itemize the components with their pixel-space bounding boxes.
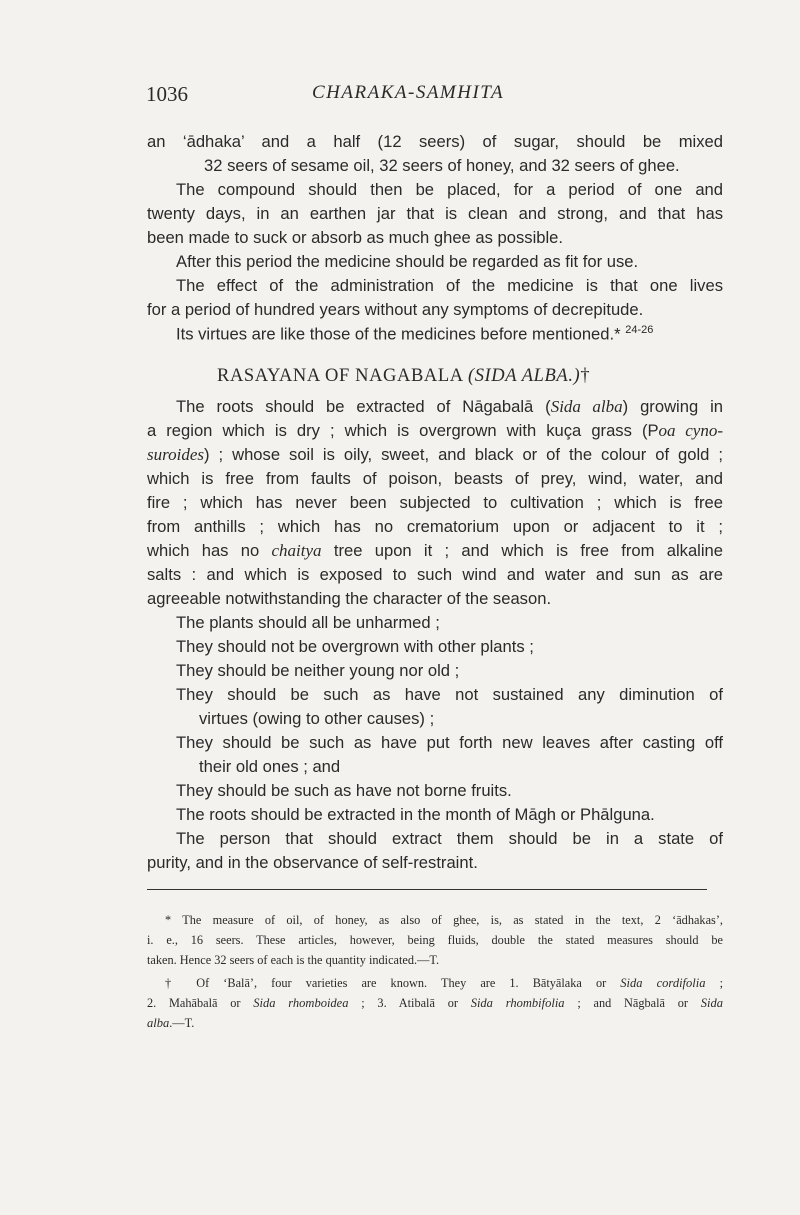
list-item: They should be such as have not sustained any diminution of	[176, 685, 723, 704]
text-line	[147, 445, 723, 465]
list-item: They should be such as have not borne fruits.	[176, 781, 512, 800]
text-line	[147, 421, 723, 441]
text-line	[176, 324, 653, 345]
list-item-continuation: their old ones ; and	[199, 757, 341, 776]
list-item: They should not be overgrown with other plants ;	[176, 637, 534, 656]
text-line: 32 seers of sesame oil, 32 seers of honey, and 32 seers of ghee.	[204, 156, 680, 175]
text-line: fire ; which has never been subjected to cultivation ; which is free	[147, 493, 723, 512]
text-span: which has no	[147, 541, 272, 560]
footnote-line: * The measure of oil, of honey, as also of ghee, is, as stated in the text, 2 ‘ādhakas’,	[165, 913, 723, 927]
text-line: for a period of hundred years without any symptoms of decrepitude.	[147, 300, 644, 319]
text-line: twenty days, in an earthen jar that is clean and strong, and that has	[147, 204, 723, 223]
text-line: The compound should then be placed, for a period of one and	[176, 180, 723, 199]
text-line: After this period the medicine should be regarded as fit for use.	[176, 252, 639, 271]
text-span: ) growing in	[622, 397, 723, 416]
footnote-divider	[147, 889, 707, 890]
text-line: purity, and in the observance of self-restraint.	[147, 853, 478, 872]
heading-main: RASAYANA OF NAGABALA	[217, 366, 463, 386]
text-span: ; and Nāgbalā or	[564, 996, 701, 1010]
text-span: .—T.	[169, 1016, 195, 1030]
text-span: ; 3. Atibalā or	[348, 996, 471, 1010]
verse-reference: 24-26	[625, 324, 654, 336]
text-line: an ‘ādhaka’ and a half (12 seers) of sugar, should be mixed	[147, 132, 723, 151]
text-span: 2. Mahābalā or	[147, 996, 254, 1010]
text-span: a region which is dry ; which is overgrown with kuça grass (P	[147, 421, 659, 440]
latin-name: Sida cordifolia	[620, 976, 706, 990]
list-item: They should be neither young nor old ;	[176, 661, 460, 680]
text-line: which is free from faults of poison, beasts of prey, wind, water, and	[147, 469, 723, 488]
footnote-line: taken. Hence 32 seers of each is the quantity indicated.—T.	[147, 953, 440, 967]
text-line: The person that should extract them should be in a state of	[176, 829, 723, 848]
text-span: ;	[705, 976, 723, 990]
footnote-line	[147, 996, 723, 1011]
text-span: tree upon it ; and which is free from alkaline	[321, 541, 724, 560]
footnote-line: i. e., 16 seers. These articles, however, being fluids, double the stated measures should be	[147, 933, 723, 947]
latin-name: Sida rhombifolia	[470, 996, 565, 1010]
text-line	[176, 397, 723, 417]
text-line: The roots should be extracted in the month of Māgh or Phālguna.	[176, 805, 655, 824]
text-line	[147, 541, 723, 561]
heading-footnote-mark: †	[580, 366, 591, 386]
page-number: 1036	[146, 82, 188, 106]
text-span: ) ; whose soil is oily, sweet, and black or of the colour of gold ;	[204, 445, 723, 464]
running-head: CHARAKA-SAMHITA	[312, 82, 505, 103]
text-line: been made to suck or absorb as much ghee as possible.	[147, 228, 564, 247]
latin-name: alba	[147, 1016, 170, 1030]
text-span: † Of ‘Balā’, four varieties are known. They are 1. Bātyālaka or	[165, 976, 621, 990]
text-line-content: Its virtues are like those of the medicines before mentioned.*	[176, 324, 621, 344]
section-heading	[217, 366, 590, 387]
page-header	[146, 82, 706, 110]
footnote-line	[165, 976, 723, 991]
footnote-line	[147, 1016, 194, 1031]
chaitya-term: chaitya	[271, 541, 322, 560]
text-line: salts : and which is exposed to such wind and water and sun as are	[147, 565, 723, 584]
latin-name: Sida	[700, 996, 723, 1010]
latin-name: oa cyno-	[658, 421, 723, 440]
latin-name: suroides	[147, 445, 204, 464]
latin-name: Sida alba	[550, 397, 623, 416]
text-line: from anthills ; which has no crematorium upon or adjacent to it ;	[147, 517, 723, 536]
latin-name: Sida rhomboidea	[253, 996, 349, 1010]
text-span: The roots should be extracted of Nāgabalā (	[176, 397, 551, 416]
list-item: They should be such as have put forth new leaves after casting off	[176, 733, 723, 752]
heading-latin-name: (SIDA ALBA.)	[467, 366, 581, 386]
list-item: The plants should all be unharmed ;	[176, 613, 440, 632]
text-line: The effect of the administration of the medicine is that one lives	[176, 276, 723, 295]
list-item-continuation: virtues (owing to other causes) ;	[199, 709, 435, 728]
text-line: agreeable notwithstanding the character of the season.	[147, 589, 552, 608]
